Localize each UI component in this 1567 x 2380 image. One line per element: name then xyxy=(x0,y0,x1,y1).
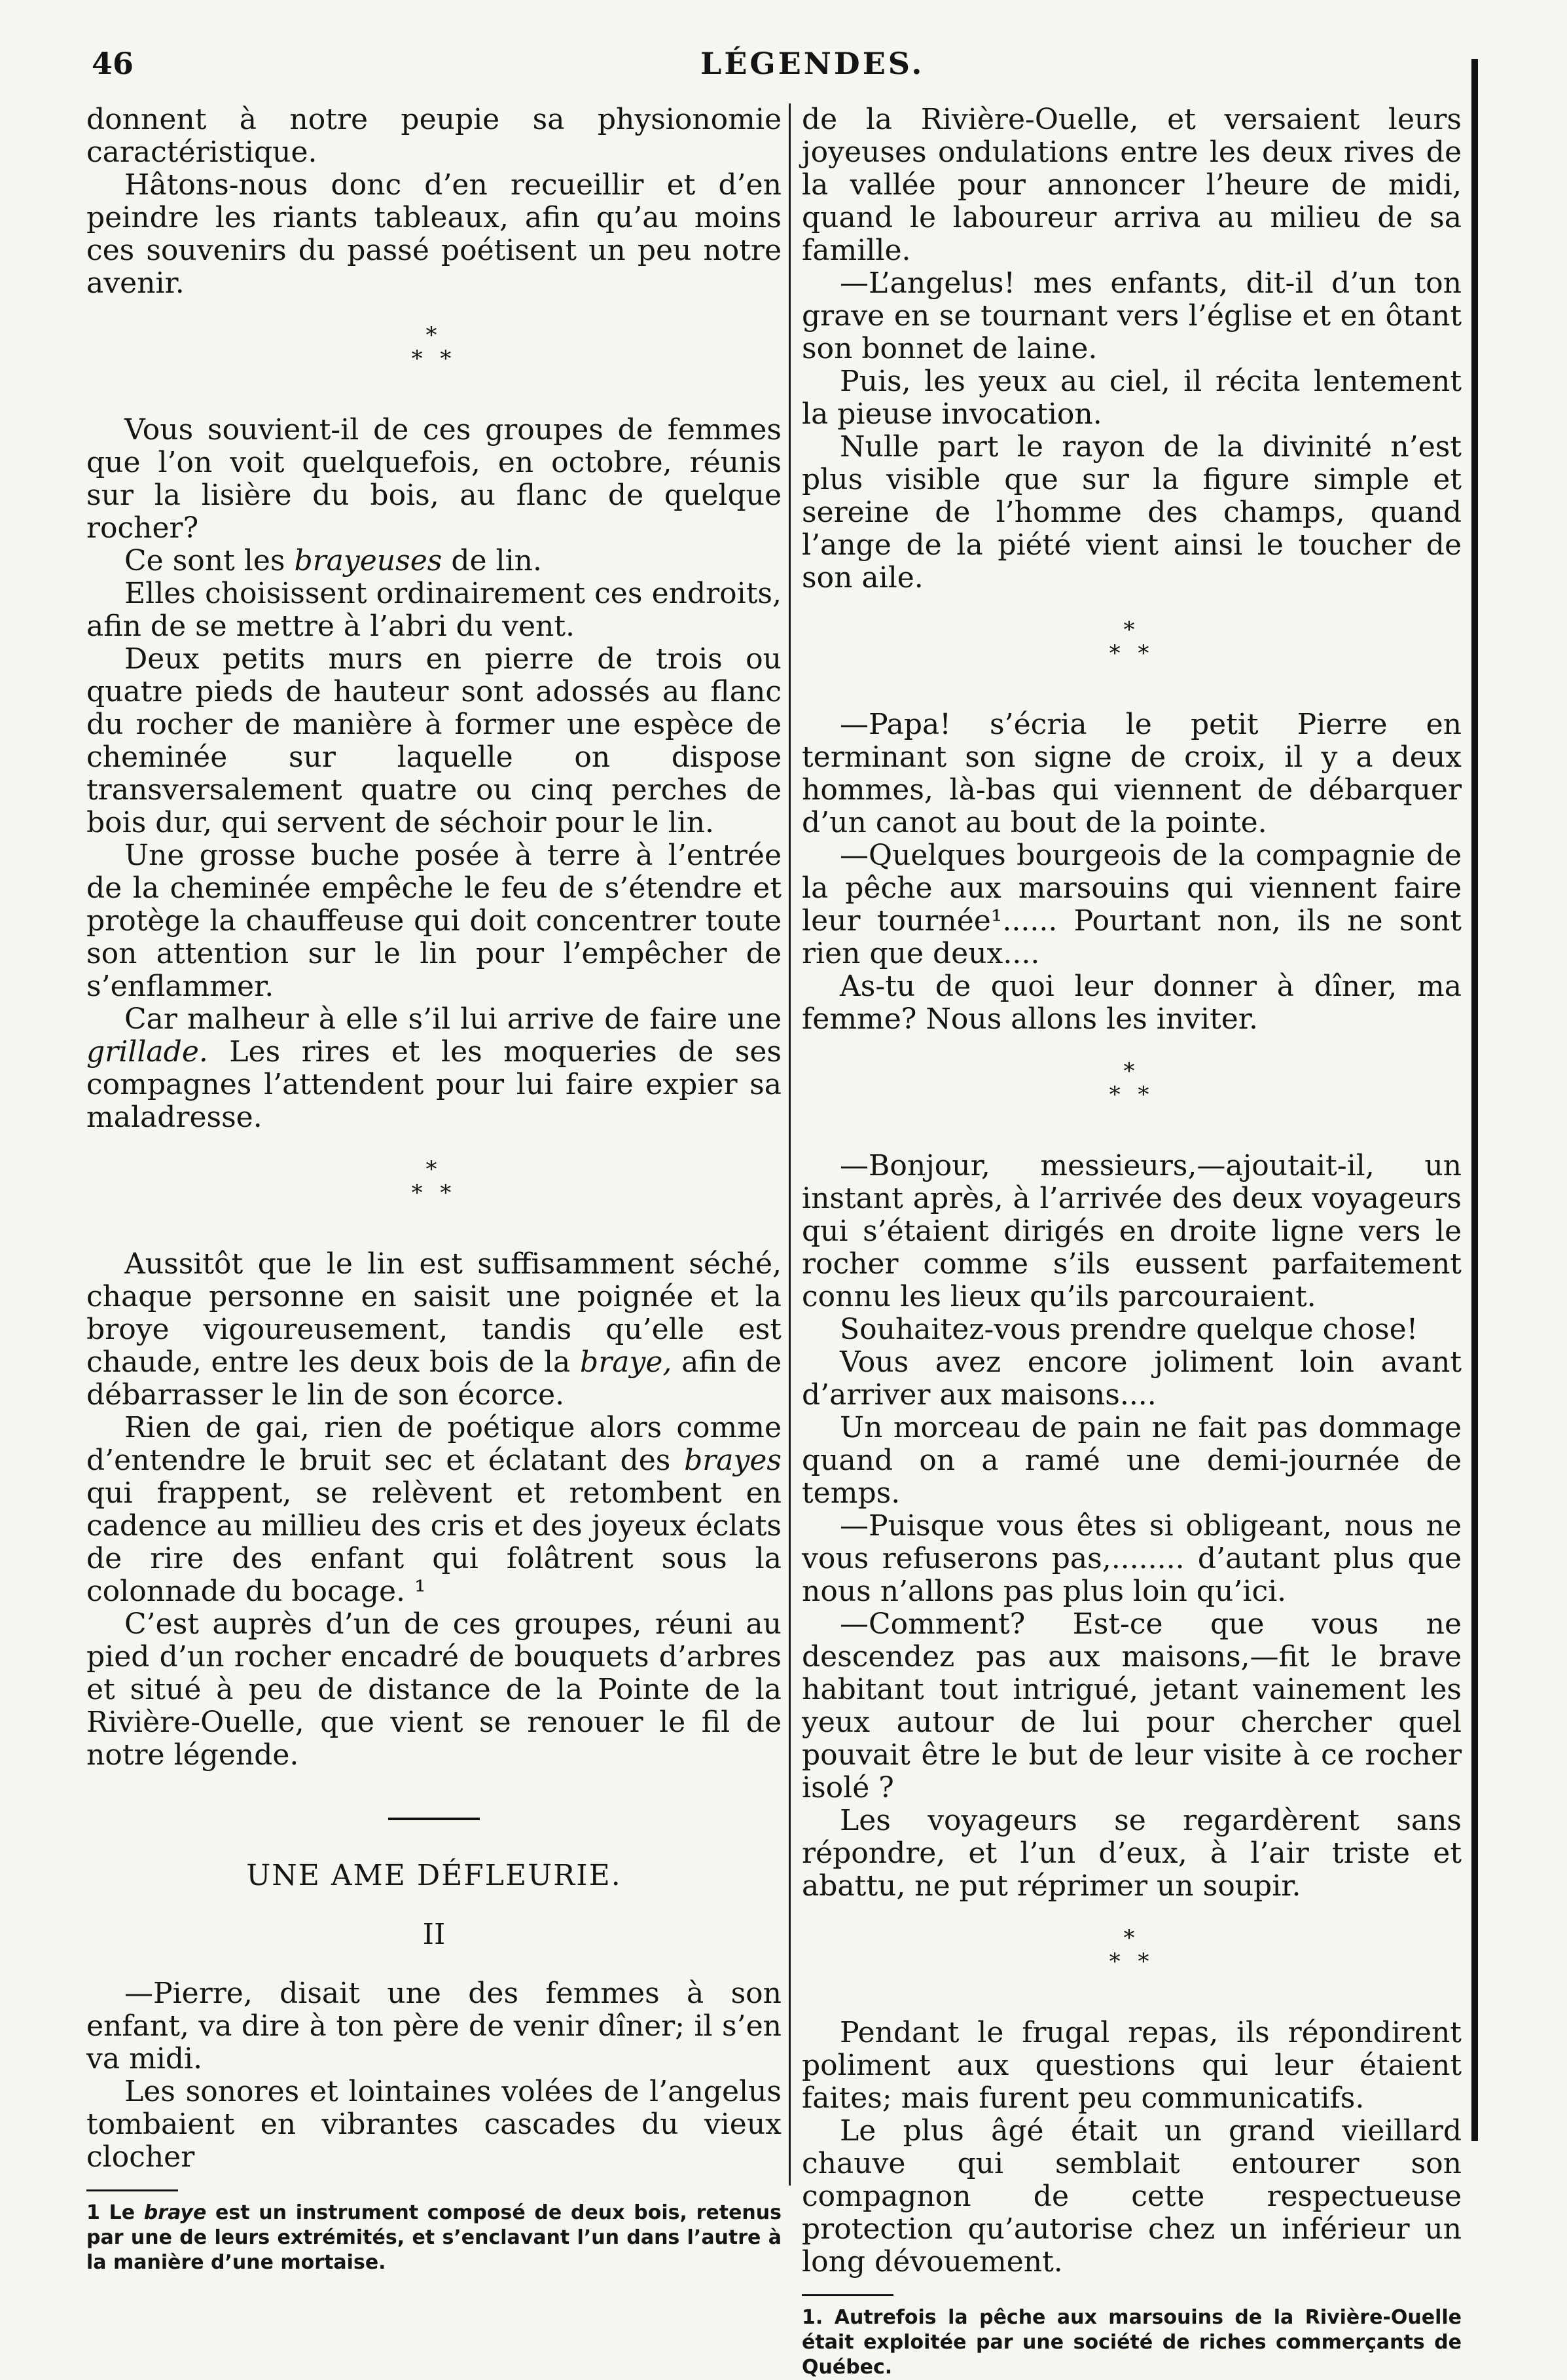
right-column xyxy=(802,103,1462,2379)
page-edge-rule xyxy=(1471,59,1478,2141)
paragraph: Le plus âgé était un grand vieillard chauve qui semblait entourer son compagnon de cette respectueuse protection qu’autorise chez un inférieur un long dévouement. xyxy=(802,2114,1462,2279)
paragraph: —Puisque vous êtes si obligeant, nous ne vous refuserons pas,........ d’autant plus que nous n’allons pas plus loin qu’ici. xyxy=(802,1509,1462,1608)
paragraph: Les sonores et lointaines volées de l’angelus tombaient en vibrantes cascades du vieux clocher xyxy=(86,2075,782,2174)
section-title: UNE AME DÉFLEURIE. xyxy=(246,1859,622,1892)
paragraph: —Quelques bourgeois de la compagnie de la pêche aux marsouins qui viennent faire leur tournée¹...... Pourtant non, ils ne sont rien que deux.... xyxy=(802,839,1462,970)
asterism-top: * xyxy=(1123,1058,1140,1084)
paragraph: —Bonjour, messieurs,—ajoutait-il, un instant après, à l’arrivée des deux voyageurs qui s’étaient dirigés en droite ligne vers le rocher comme s’ils eussent parfaitement connu les lieux qu’ils parcouraient. xyxy=(802,1149,1462,1313)
asterism-top: * xyxy=(425,322,442,348)
asterism-bottom: * * xyxy=(1109,1949,1155,1975)
asterism-top: * xyxy=(425,1156,442,1182)
paragraph: —Comment? Est-ce que vous ne descendez pas aux maisons,—fit le brave habitant tout intrigué, jetant vainement les yeux autour de lui pour chercher quel pouvait être le but de leur visite à ce rocher isolé ? xyxy=(802,1607,1462,1804)
asterism-divider xyxy=(802,1059,1462,1107)
asterism-divider xyxy=(86,323,782,371)
paragraph xyxy=(86,1248,782,1412)
running-title: LÉGENDES. xyxy=(700,46,925,81)
paragraph xyxy=(86,1003,782,1134)
text-run: Rien de gai, rien de poétique alors comme d’entendre le bruit sec et éclatant des xyxy=(86,1411,782,1477)
paragraph: C’est auprès d’un de ces groupes, réuni au pied d’un rocher encadré de bouquets d’arbres et situé à peu de distance de la Pointe de la Rivière-Ouelle, que vient se renouer le fil de notre légende. xyxy=(86,1607,782,1772)
text-run: de lin. xyxy=(442,544,542,577)
paragraph: As-tu de quoi leur donner à dîner, ma femme? Nous allons les inviter. xyxy=(802,970,1462,1036)
italic-term: brayeuses xyxy=(294,544,442,577)
asterism-divider xyxy=(86,1158,782,1205)
asterism-bottom: * * xyxy=(411,1180,457,1206)
paragraph: —Pierre, disait une des femmes à son enfant, va dire à ton père de venir dîner; il s’en va midi. xyxy=(86,1977,782,2076)
text-run: est un instrument composé de deux bois, retenus par une de leurs extrémités, et s’enclavant l’un dans l’autre à la manière d’une mortaise. xyxy=(86,2201,782,2274)
paragraph: Les voyageurs se regardèrent sans répondre, et l’un d’eux, à l’air triste et abattu, ne put réprimer un soupir. xyxy=(802,1804,1462,1903)
text-run: 1 Le xyxy=(86,2201,144,2224)
italic-term: braye, xyxy=(580,1346,672,1379)
paragraph: Puis, les yeux au ciel, il récita lentement la pieuse invocation. xyxy=(802,365,1462,431)
paragraph: Elles choisissent ordinairement ces endroits, afin de se mettre à l’abri du vent. xyxy=(86,577,782,643)
asterism-bottom: * * xyxy=(411,346,457,372)
paragraph xyxy=(86,1412,782,1608)
paragraph xyxy=(86,545,782,577)
italic-term: grillade. xyxy=(86,1035,208,1069)
text-run: Les rires et les moqueries de ses compagnes l’attendent pour lui faire expier sa maladresse. xyxy=(86,1035,782,1134)
paragraph: —L’angelus! mes enfants, dit-il d’un ton grave en se tournant vers l’église et en ôtant son bonnet de laine. xyxy=(802,266,1462,365)
asterism-divider xyxy=(802,618,1462,665)
column-divider xyxy=(789,103,791,2186)
footnote: 1. Autrefois la pêche aux marsouins de la Rivière-Ouelle était exploitée par une société de riches commerçants de Québec. xyxy=(802,2306,1462,2379)
text-run: Car malheur à elle s’il lui arrive de faire une xyxy=(124,1002,782,1036)
paragraph: Deux petits murs en pierre de trois ou quatre pieds de hauteur sont adossés au flanc du rocher de manière à former une espèce de cheminée sur laquelle on dispose transversalement quatre ou cinq perches de bois dur, qui servent de séchoir pour le lin. xyxy=(86,642,782,839)
paragraph: —Papa! s’écria le petit Pierre en terminant son signe de croix, il y a deux hommes, là-bas qui viennent de débarquer d’un canot au bout de la pointe. xyxy=(802,708,1462,839)
chapter-number: II xyxy=(422,1918,446,1951)
paragraph: Une grosse buche posée à terre à l’entrée de la cheminée empêche le feu de s’étendre et protège la chauffeuse qui doit concentrer toute son attention sur le lin pour l’empêcher de s’enflammer. xyxy=(86,839,782,1003)
page-header xyxy=(52,46,1473,98)
italic-term: brayes xyxy=(684,1444,782,1477)
text-run: qui frappent, se relèvent et retombent en cadence au millieu des cris et des joyeux éclats de rire des enfant qui folâtrent sous la colonnade du bocage. ¹ xyxy=(86,1476,782,1608)
paragraph: Nulle part le rayon de la divinité n’est plus visible que sur la figure simple et sereine de l’homme des champs, quand l’ange de la piété vient ainsi le toucher de son aile. xyxy=(802,430,1462,595)
paragraph: Vous souvient-il de ces groupes de femmes que l’on voit quelquefois, en octobre, réunis sur la lisière du bois, au flanc de quelque rocher? xyxy=(86,413,782,545)
text-run: afin de débarrasser le lin de son écorce. xyxy=(86,1346,782,1412)
footnote xyxy=(86,2201,782,2275)
asterism-bottom: * * xyxy=(1109,1082,1155,1108)
asterism-bottom: * * xyxy=(1109,640,1155,667)
asterism-top: * xyxy=(1123,617,1140,643)
paragraph: Vous avez encore joliment loin avant d’arriver aux maisons.... xyxy=(802,1346,1462,1412)
paragraph: Pendant le frugal repas, ils répondirent poliment aux questions qui leur étaient faites; mais furent peu communicatifs. xyxy=(802,2016,1462,2115)
paragraph: Souhaitez-vous prendre quelque chose! xyxy=(840,1313,1418,1346)
left-column xyxy=(86,103,782,2274)
text-run: Aussitôt que le lin est suffisamment séché, chaque personne en saisit une poignée et la broye vigoureusement, tandis qu’elle est chaude, entre les deux bois de la xyxy=(86,1247,782,1379)
paragraph: de la Rivière-Ouelle, et versaient leurs joyeuses ondulations entre les deux rives de la vallée pour annoncer l’heure de midi, quand le laboureur arriva au milieu de sa famille. xyxy=(802,103,1462,267)
text-run: Ce sont les xyxy=(124,544,295,577)
asterism-divider xyxy=(802,1926,1462,1973)
paragraph: Un morceau de pain ne fait pas dommage quand on a ramé une demi-journée de temps. xyxy=(802,1411,1462,1510)
footnote-rule xyxy=(86,2189,178,2191)
paragraph: donnent à notre peupie sa physionomie caractéristique. xyxy=(86,103,782,169)
footnote-rule xyxy=(802,2294,893,2296)
page-number: 46 xyxy=(92,46,134,81)
asterism-top: * xyxy=(1123,1925,1140,1951)
paragraph: Hâtons-nous donc d’en recueillir et d’en peindre les riants tableaux, afin qu’au moins ces souvenirs du passé poétisent un peu notre avenir. xyxy=(86,168,782,300)
italic-term: braye xyxy=(143,2201,207,2224)
section-rule xyxy=(388,1818,480,1820)
